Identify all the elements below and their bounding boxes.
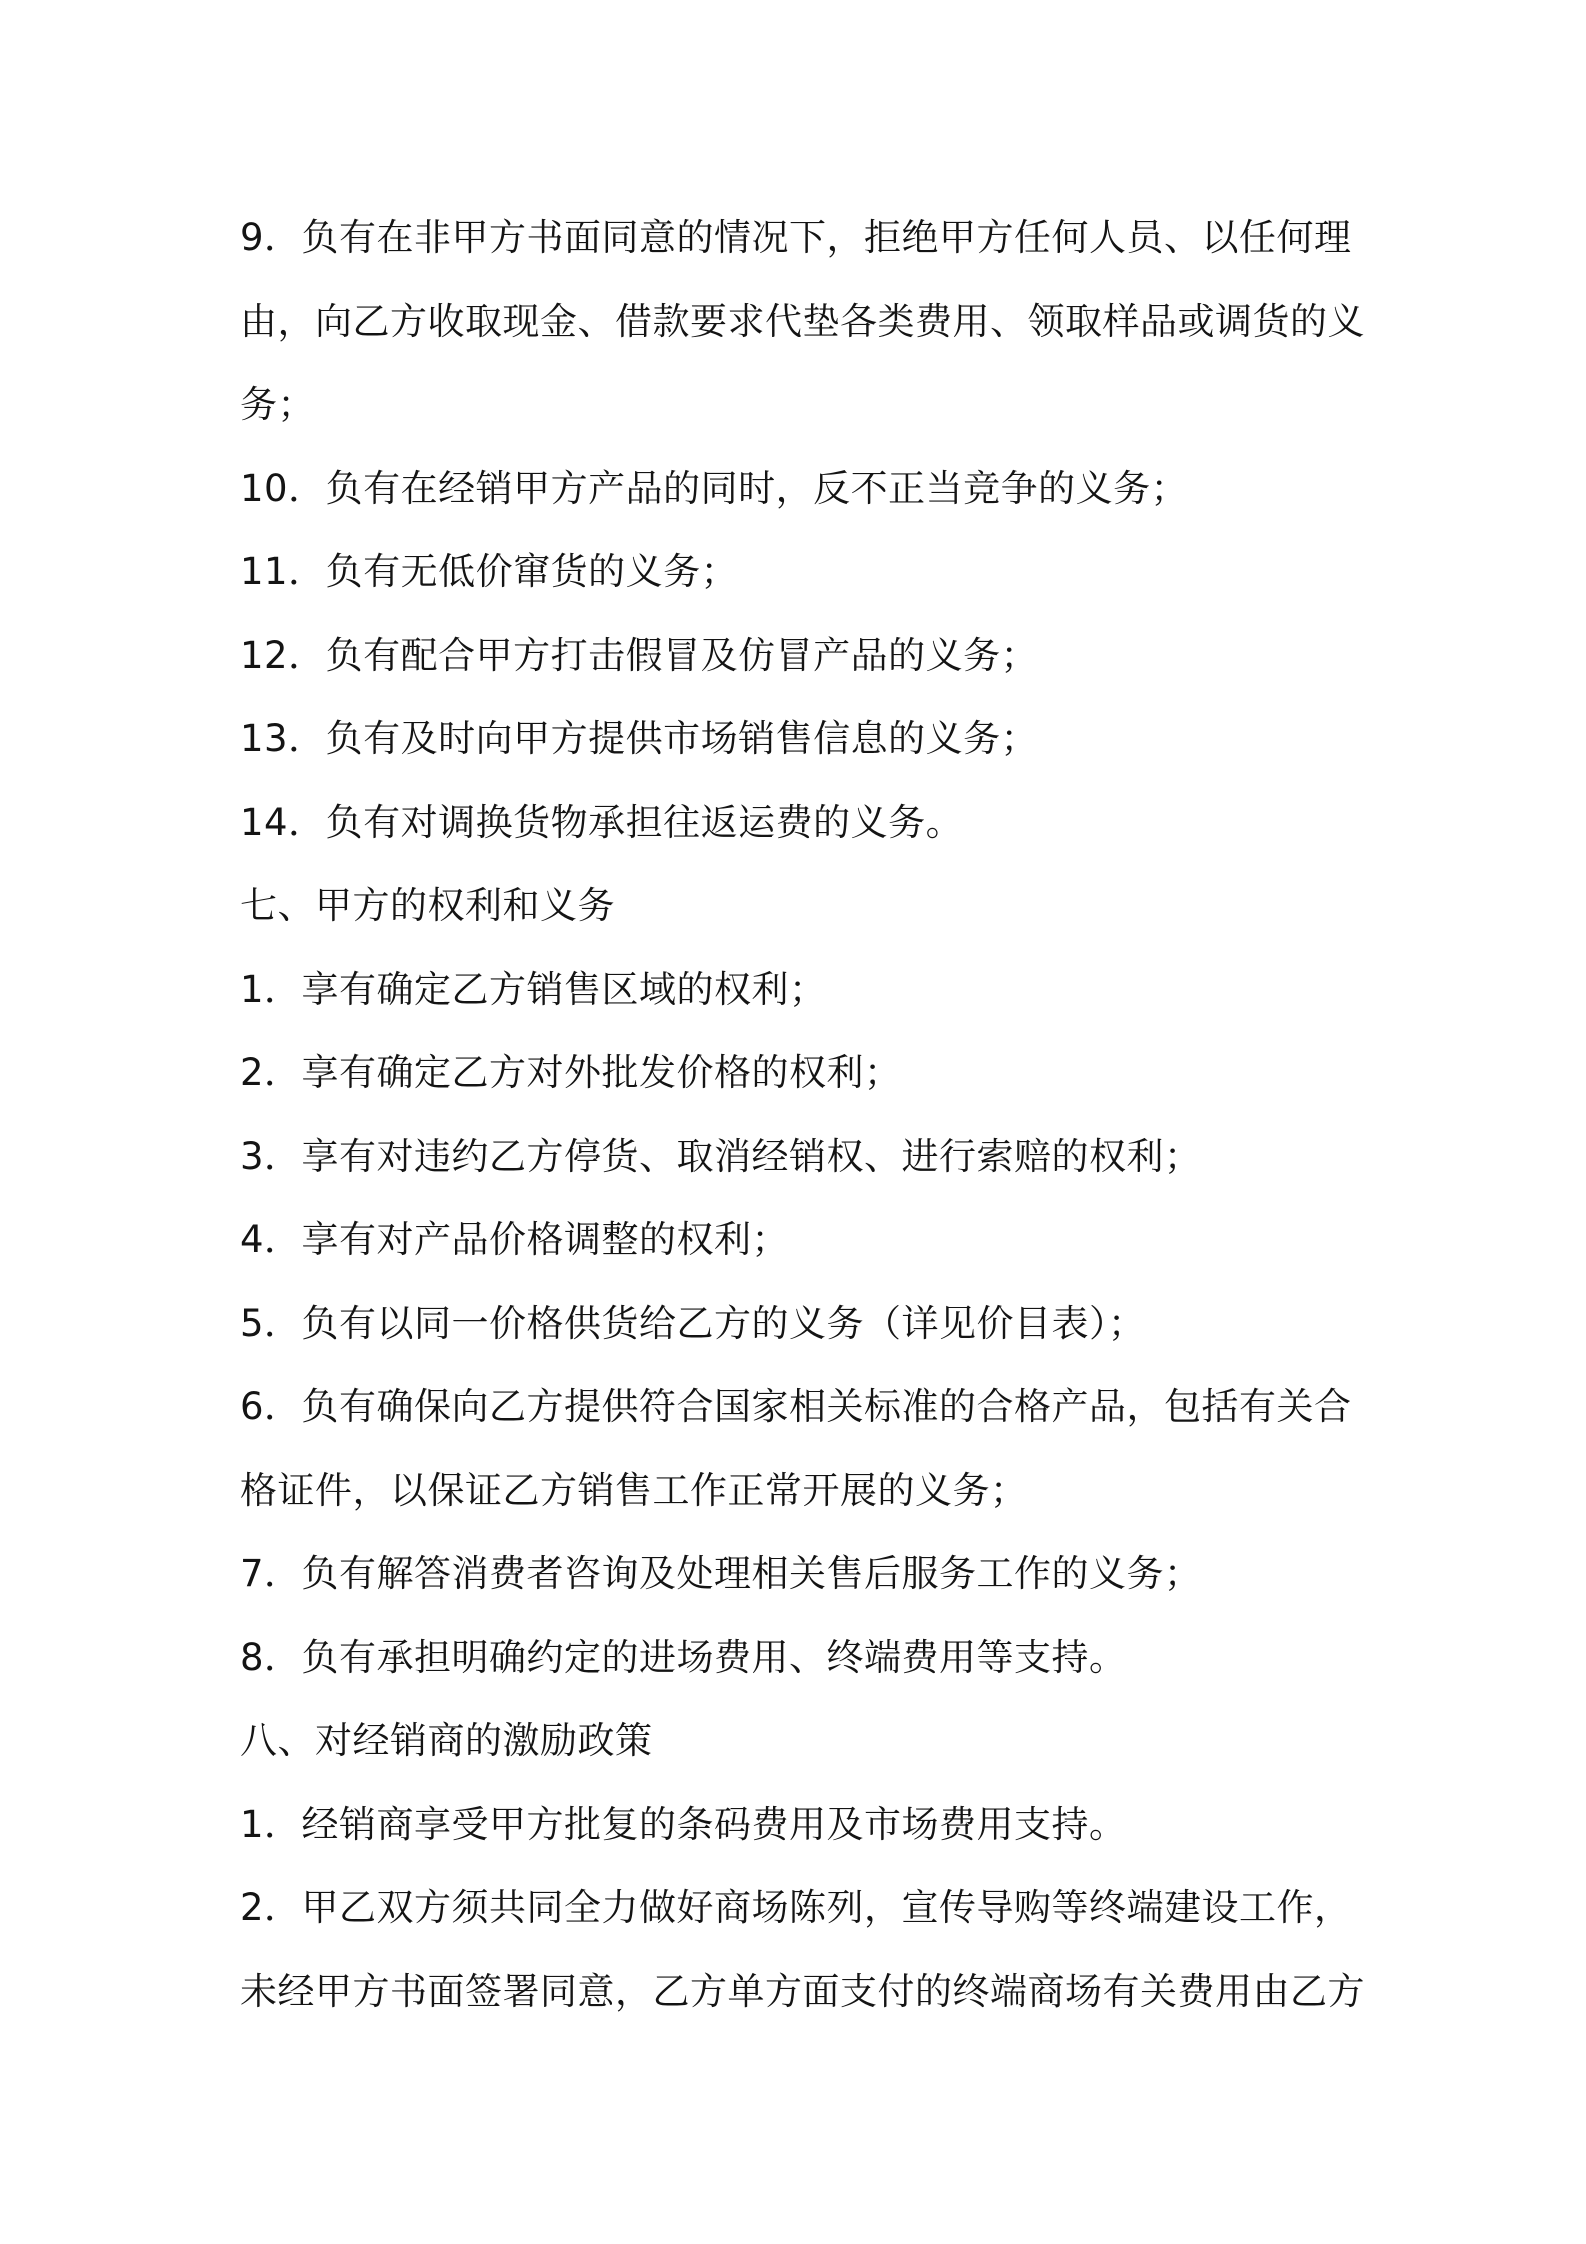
incentive-item-2-line-1: 2．甲乙双方须共同全力做好商场陈列，宣传导购等终端建设工作， bbox=[240, 1886, 1352, 1929]
document-body bbox=[240, 196, 1365, 2033]
party-a-item-2: 2．享有确定乙方对外批发价格的权利； bbox=[240, 1051, 902, 1094]
obligation-11: 11．负有无低价窜货的义务； bbox=[240, 550, 739, 593]
obligation-10: 10．负有在经销甲方产品的同时，反不正当竞争的义务； bbox=[240, 466, 1189, 510]
incentive-item-2-line-2: 未经甲方书面签署同意，乙方单方面支付的终端商场有关费用由乙方 bbox=[240, 1969, 1365, 2013]
party-a-item-6-line-1: 6．负有确保向乙方提供符合国家相关标准的合格产品，包括有关合 bbox=[240, 1385, 1352, 1428]
section-heading-7: 七、甲方的权利和义务 bbox=[240, 884, 615, 927]
party-a-item-6-line-2: 格证件，以保证乙方销售工作正常开展的义务； bbox=[240, 1468, 1028, 1512]
obligation-14: 14．负有对调换货物承担往返运费的义务。 bbox=[240, 800, 964, 844]
section-heading-8: 八、对经销商的激励政策 bbox=[240, 1719, 653, 1762]
obligation-9-line-3: 务； bbox=[240, 383, 315, 426]
party-a-item-1: 1．享有确定乙方销售区域的权利； bbox=[240, 967, 827, 1011]
party-a-item-8: 8．负有承担明确约定的进场费用、终端费用等支持。 bbox=[240, 1635, 1127, 1679]
party-a-item-7: 7．负有解答消费者咨询及处理相关售后服务工作的义务； bbox=[240, 1552, 1202, 1595]
obligation-9-line-2: 由，向乙方收取现金、借款要求代垫各类费用、领取样品或调货的义 bbox=[240, 299, 1365, 343]
incentive-item-1: 1．经销商享受甲方批复的条码费用及市场费用支持。 bbox=[240, 1802, 1127, 1846]
obligation-9-line-1: 9．负有在非甲方书面同意的情况下，拒绝甲方任何人员、以任何理 bbox=[240, 216, 1352, 259]
obligation-13: 13．负有及时向甲方提供市场销售信息的义务； bbox=[240, 717, 1039, 760]
party-a-item-3: 3．享有对违约乙方停货、取消经销权、进行索赔的权利； bbox=[240, 1134, 1202, 1178]
party-a-item-5: 5．负有以同一价格供货给乙方的义务（详见价目表）； bbox=[240, 1301, 1146, 1345]
obligation-12: 12．负有配合甲方打击假冒及仿冒产品的义务； bbox=[240, 633, 1039, 677]
party-a-item-4: 4．享有对产品价格调整的权利； bbox=[240, 1218, 790, 1261]
